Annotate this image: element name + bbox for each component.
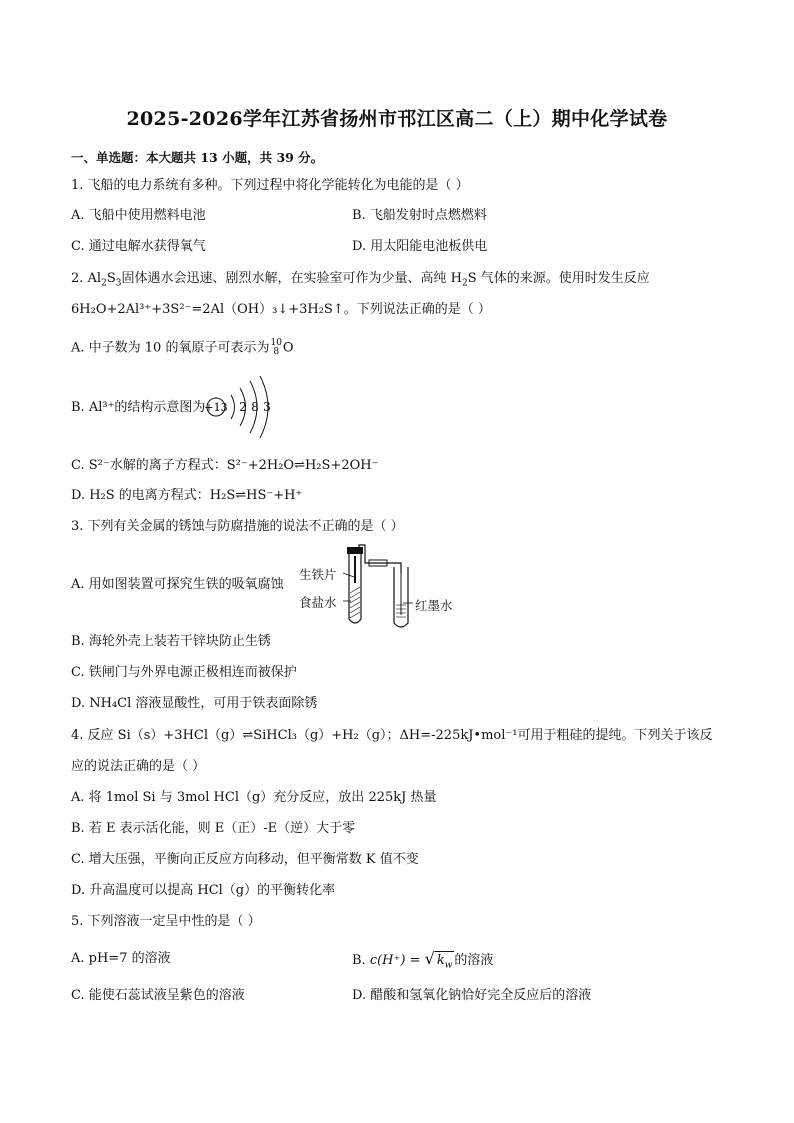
q2-stem-part3: 固体遇水会迅速、剧烈水解，在实验室可作为少量、高纯 H xyxy=(121,271,462,286)
sqrt-kw xyxy=(435,951,455,975)
mass-number: 10 xyxy=(270,338,282,348)
label-red-ink: 红墨水 xyxy=(415,598,453,613)
salt-water-hatching xyxy=(350,587,360,618)
q5-option-c: C. 能使石蕊试液呈紫色的溶液 xyxy=(71,988,245,1003)
q4-option-d: D. 升高温度可以提高 HCl（g）的平衡转化率 xyxy=(71,883,336,898)
q1-option-c: C. 通过电解水获得氧气 xyxy=(71,239,206,254)
q3-option-b: B. 海轮外壳上装若干锌块防止生锈 xyxy=(71,634,271,649)
q2-stem-part2: S xyxy=(106,271,116,286)
q5-option-d: D. 醋酸和氢氧化钠恰好完全反应后的溶液 xyxy=(352,988,592,1003)
q4-stem-line2: 应的说法正确的是（ ） xyxy=(71,759,206,774)
element-symbol: O xyxy=(282,340,294,356)
q3-option-c: C. 铁闸门与外界电源正极相连而被保护 xyxy=(71,665,297,680)
q4-option-b: B. 若 E 表示活化能，则 E（正）-E（逆）大于零 xyxy=(71,821,356,836)
shell-electrons-3: 3 xyxy=(263,400,271,414)
q4-option-a: A. 将 1mol Si 与 3mol HCl（g）充分反应，放出 225kJ 热量 xyxy=(71,790,437,805)
corrosion-apparatus-figure xyxy=(297,543,467,631)
q2-option-a xyxy=(71,339,294,358)
kw-subscript: w xyxy=(444,960,453,971)
shell-electrons-2: 8 xyxy=(251,400,259,414)
q1-stem: 1. 飞船的电力系统有多种。下列过程中将化学能转化为电能的是（ ） xyxy=(71,178,469,193)
q2-option-a-text: A. 中子数为 10 的氧原子可表示为 xyxy=(71,340,270,356)
q2-option-d: D. H₂S 的电离方程式：H₂S⇌HS⁻+H⁺ xyxy=(71,488,303,503)
shell-electrons-1: 2 xyxy=(239,400,247,414)
q2-option-b-text: B. Al³⁺的结构示意图为 xyxy=(71,400,206,415)
q3-stem: 3. 下列有关金属的锈蚀与防腐措施的说法不正确的是（ ） xyxy=(71,519,404,534)
q5-option-a: A. pH=7 的溶液 xyxy=(71,951,171,966)
q5-option-b: B. c(H⁺) = √ $k_w$ 的溶液 xyxy=(352,950,493,975)
q5-option-b-suffix: 的溶液 xyxy=(454,953,494,968)
al-ion-structure-diagram xyxy=(204,374,288,440)
connecting-tube xyxy=(359,545,401,573)
label-iron-strip: 生铁片 xyxy=(299,567,337,582)
page-title: 2025-2026学年江苏省扬州市邗江区高二（上）期中化学试卷 xyxy=(126,108,668,130)
nucleus-charge: +13 xyxy=(204,401,228,414)
q2-stem-line2: 6H₂O+2Al³⁺+3S²⁻=2Al（OH）₃↓+3H₂S↑。下列说法正确的是（ ） xyxy=(71,302,491,317)
section-header: 一、单选题：本大题共 13 小题，共 39 分。 xyxy=(71,150,324,165)
q5-option-b-label: B. xyxy=(352,953,366,968)
q3-option-a: A. 用如图装置可探究生铁的吸氧腐蚀 xyxy=(71,577,284,592)
q2-option-c: C. S²⁻水解的离子方程式：S²⁻+2H₂O⇌H₂S+2OH⁻ xyxy=(71,458,379,473)
q4-stem-line1: 4. 反应 Si（s）+3HCl（g）⇌SiHCl₃（g）+H₂（g）；ΔH=-225kJ•mol⁻¹可用于粗硅的提纯。下列关于该反 xyxy=(71,728,713,743)
oxygen-isotope-notation xyxy=(270,339,281,357)
q1-option-a: A. 飞船中使用燃料电池 xyxy=(71,208,206,223)
q5-option-b-formula: c(H⁺) = xyxy=(369,953,425,968)
kw-symbol: k xyxy=(436,953,445,968)
q3-option-d: D. NH₄Cl 溶液显酸性，可用于铁表面除锈 xyxy=(71,696,318,711)
q2-stem-line1: 2. $Al_2S_3$固体遇水会迅速、剧烈水解，在实验室可作为少量、高纯 $H_2S$ 气体的来源。使用时发生反应 xyxy=(71,271,650,289)
q2-stem-part4: S 气体的来源。使用时发生反应 xyxy=(467,271,650,286)
q5-stem: 5. 下列溶液一定呈中性的是（ ） xyxy=(71,914,261,929)
atomic-number: 8 xyxy=(273,347,280,357)
shell-arc-1 xyxy=(231,395,235,419)
q2-stem-part1: 2. Al xyxy=(71,271,102,286)
q1-option-b: B. 飞船发射时点燃燃料 xyxy=(352,208,487,223)
label-salt-water: 食盐水 xyxy=(299,595,337,610)
q4-option-c: C. 增大压强，平衡向正反应方向移动，但平衡常数 K 值不变 xyxy=(71,852,419,867)
q1-option-d: D. 用太阳能电池板供电 xyxy=(352,239,488,254)
stopper xyxy=(347,547,363,554)
apparatus-drawing xyxy=(297,543,467,631)
